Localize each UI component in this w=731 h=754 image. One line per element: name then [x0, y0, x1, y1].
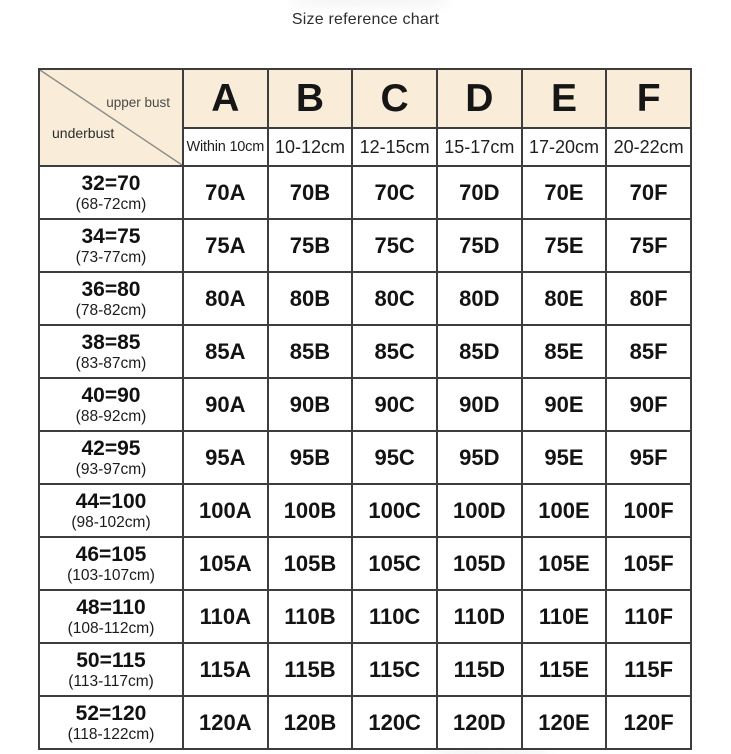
size-cell: 115A — [183, 643, 268, 696]
table-row — [39, 325, 691, 378]
bust-diff-header: 20-22cm — [606, 128, 691, 166]
size-cell: 100F — [606, 484, 691, 537]
bust-diff-header: 17-20cm — [522, 128, 607, 166]
cup-letter-header: B — [268, 69, 353, 128]
table-row — [39, 590, 691, 643]
upper-bust-label: upper bust — [106, 95, 170, 110]
table-row — [39, 484, 691, 537]
size-cell: 105A — [183, 537, 268, 590]
size-cell: 90A — [183, 378, 268, 431]
diagonal-line — [40, 70, 182, 165]
size-cell: 70B — [268, 166, 353, 219]
underbust-size-cell — [39, 378, 183, 431]
size-cell: 75F — [606, 219, 691, 272]
table-row — [39, 166, 691, 219]
size-cell: 90B — [268, 378, 353, 431]
cup-letter-header: C — [352, 69, 437, 128]
size-cell: 100D — [437, 484, 522, 537]
size-cell: 110F — [606, 590, 691, 643]
cup-letter-header: A — [183, 69, 268, 128]
size-range: (78-82cm) — [75, 302, 147, 320]
size-equivalence: 34=75 — [81, 224, 141, 248]
underbust-size-cell — [39, 325, 183, 378]
size-equivalence: 38=85 — [81, 330, 141, 354]
size-range: (68-72cm) — [75, 196, 147, 214]
size-equivalence: 50=115 — [76, 648, 146, 672]
size-cell: 70E — [522, 166, 607, 219]
size-cell: 75C — [352, 219, 437, 272]
size-cell: 105E — [522, 537, 607, 590]
cup-letter-header: F — [606, 69, 691, 128]
size-equivalence: 48=110 — [76, 595, 146, 619]
size-cell: 110B — [268, 590, 353, 643]
size-cell: 95C — [352, 431, 437, 484]
size-cell: 75A — [183, 219, 268, 272]
bust-diff-header: 12-15cm — [352, 128, 437, 166]
size-range: (93-97cm) — [75, 461, 147, 479]
size-cell: 120F — [606, 696, 691, 749]
size-cell: 120D — [437, 696, 522, 749]
underbust-size-cell — [39, 537, 183, 590]
size-cell: 105C — [352, 537, 437, 590]
size-cell: 100A — [183, 484, 268, 537]
size-cell: 70A — [183, 166, 268, 219]
size-range: (98-102cm) — [71, 514, 151, 532]
size-cell: 100E — [522, 484, 607, 537]
size-cell: 115F — [606, 643, 691, 696]
underbust-size-cell — [39, 484, 183, 537]
size-cell: 80F — [606, 272, 691, 325]
size-cell: 115E — [522, 643, 607, 696]
size-equivalence: 40=90 — [81, 383, 141, 407]
size-cell: 115B — [268, 643, 353, 696]
size-cell: 95B — [268, 431, 353, 484]
size-cell: 85A — [183, 325, 268, 378]
size-cell: 85F — [606, 325, 691, 378]
size-cell: 120A — [183, 696, 268, 749]
size-cell: 70D — [437, 166, 522, 219]
size-cell: 115C — [352, 643, 437, 696]
table-row — [39, 431, 691, 484]
size-reference-table — [38, 68, 692, 750]
size-cell: 85E — [522, 325, 607, 378]
size-range: (108-112cm) — [67, 620, 155, 638]
cup-letter-header: D — [437, 69, 522, 128]
size-cell: 95E — [522, 431, 607, 484]
bust-diff-header: 10-12cm — [268, 128, 353, 166]
size-cell: 105D — [437, 537, 522, 590]
size-cell: 110E — [522, 590, 607, 643]
cup-letter-header: E — [522, 69, 607, 128]
size-cell: 105F — [606, 537, 691, 590]
size-cell: 85C — [352, 325, 437, 378]
size-cell: 110C — [352, 590, 437, 643]
size-equivalence: 52=120 — [75, 701, 147, 725]
size-cell: 95D — [437, 431, 522, 484]
size-cell: 95A — [183, 431, 268, 484]
size-cell: 85D — [437, 325, 522, 378]
page-title: Size reference chart — [291, 11, 440, 28]
bust-diff-header: 15-17cm — [437, 128, 522, 166]
size-range: (83-87cm) — [75, 355, 147, 373]
size-cell: 75E — [522, 219, 607, 272]
underbust-size-cell — [39, 272, 183, 325]
underbust-size-cell — [39, 431, 183, 484]
size-cell: 115D — [437, 643, 522, 696]
size-equivalence: 32=70 — [81, 171, 141, 195]
underbust-size-cell — [39, 166, 183, 219]
cup-letter-header-row — [39, 69, 691, 128]
underbust-label: underbust — [52, 125, 115, 141]
size-range: (103-107cm) — [67, 567, 155, 585]
size-cell: 120B — [268, 696, 353, 749]
size-equivalence: 46=105 — [75, 542, 147, 566]
size-cell: 90D — [437, 378, 522, 431]
table-row — [39, 378, 691, 431]
size-cell: 105B — [268, 537, 353, 590]
table-row — [39, 537, 691, 590]
underbust-size-cell — [39, 643, 183, 696]
size-cell: 80D — [437, 272, 522, 325]
size-equivalence: 44=100 — [75, 489, 147, 513]
size-cell: 75B — [268, 219, 353, 272]
table-row — [39, 219, 691, 272]
size-range: (113-117cm) — [68, 673, 154, 691]
size-cell: 70C — [352, 166, 437, 219]
corner-header-cell — [39, 69, 183, 166]
size-cell: 80E — [522, 272, 607, 325]
size-range: (73-77cm) — [75, 249, 147, 267]
size-range: (118-122cm) — [67, 726, 155, 744]
size-cell: 80A — [183, 272, 268, 325]
size-cell: 90F — [606, 378, 691, 431]
underbust-size-cell — [39, 696, 183, 749]
size-cell: 80B — [268, 272, 353, 325]
size-equivalence: 42=95 — [81, 436, 141, 460]
size-cell: 90E — [522, 378, 607, 431]
size-cell: 85B — [268, 325, 353, 378]
table-row — [39, 272, 691, 325]
size-equivalence: 36=80 — [81, 277, 141, 301]
underbust-size-cell — [39, 219, 183, 272]
size-range: (88-92cm) — [75, 408, 147, 426]
size-cell: 70F — [606, 166, 691, 219]
size-cell: 75D — [437, 219, 522, 272]
bust-diff-header: Within 10cm — [183, 128, 268, 166]
size-cell: 80C — [352, 272, 437, 325]
size-cell: 95F — [606, 431, 691, 484]
underbust-size-cell — [39, 590, 183, 643]
size-cell: 120C — [352, 696, 437, 749]
table-row — [39, 696, 691, 749]
size-cell: 100C — [352, 484, 437, 537]
watermark-smudge — [290, 0, 450, 6]
size-cell: 100B — [268, 484, 353, 537]
size-cell: 120E — [522, 696, 607, 749]
table-row — [39, 643, 691, 696]
size-cell: 110D — [437, 590, 522, 643]
size-cell: 110A — [183, 590, 268, 643]
size-cell: 90C — [352, 378, 437, 431]
